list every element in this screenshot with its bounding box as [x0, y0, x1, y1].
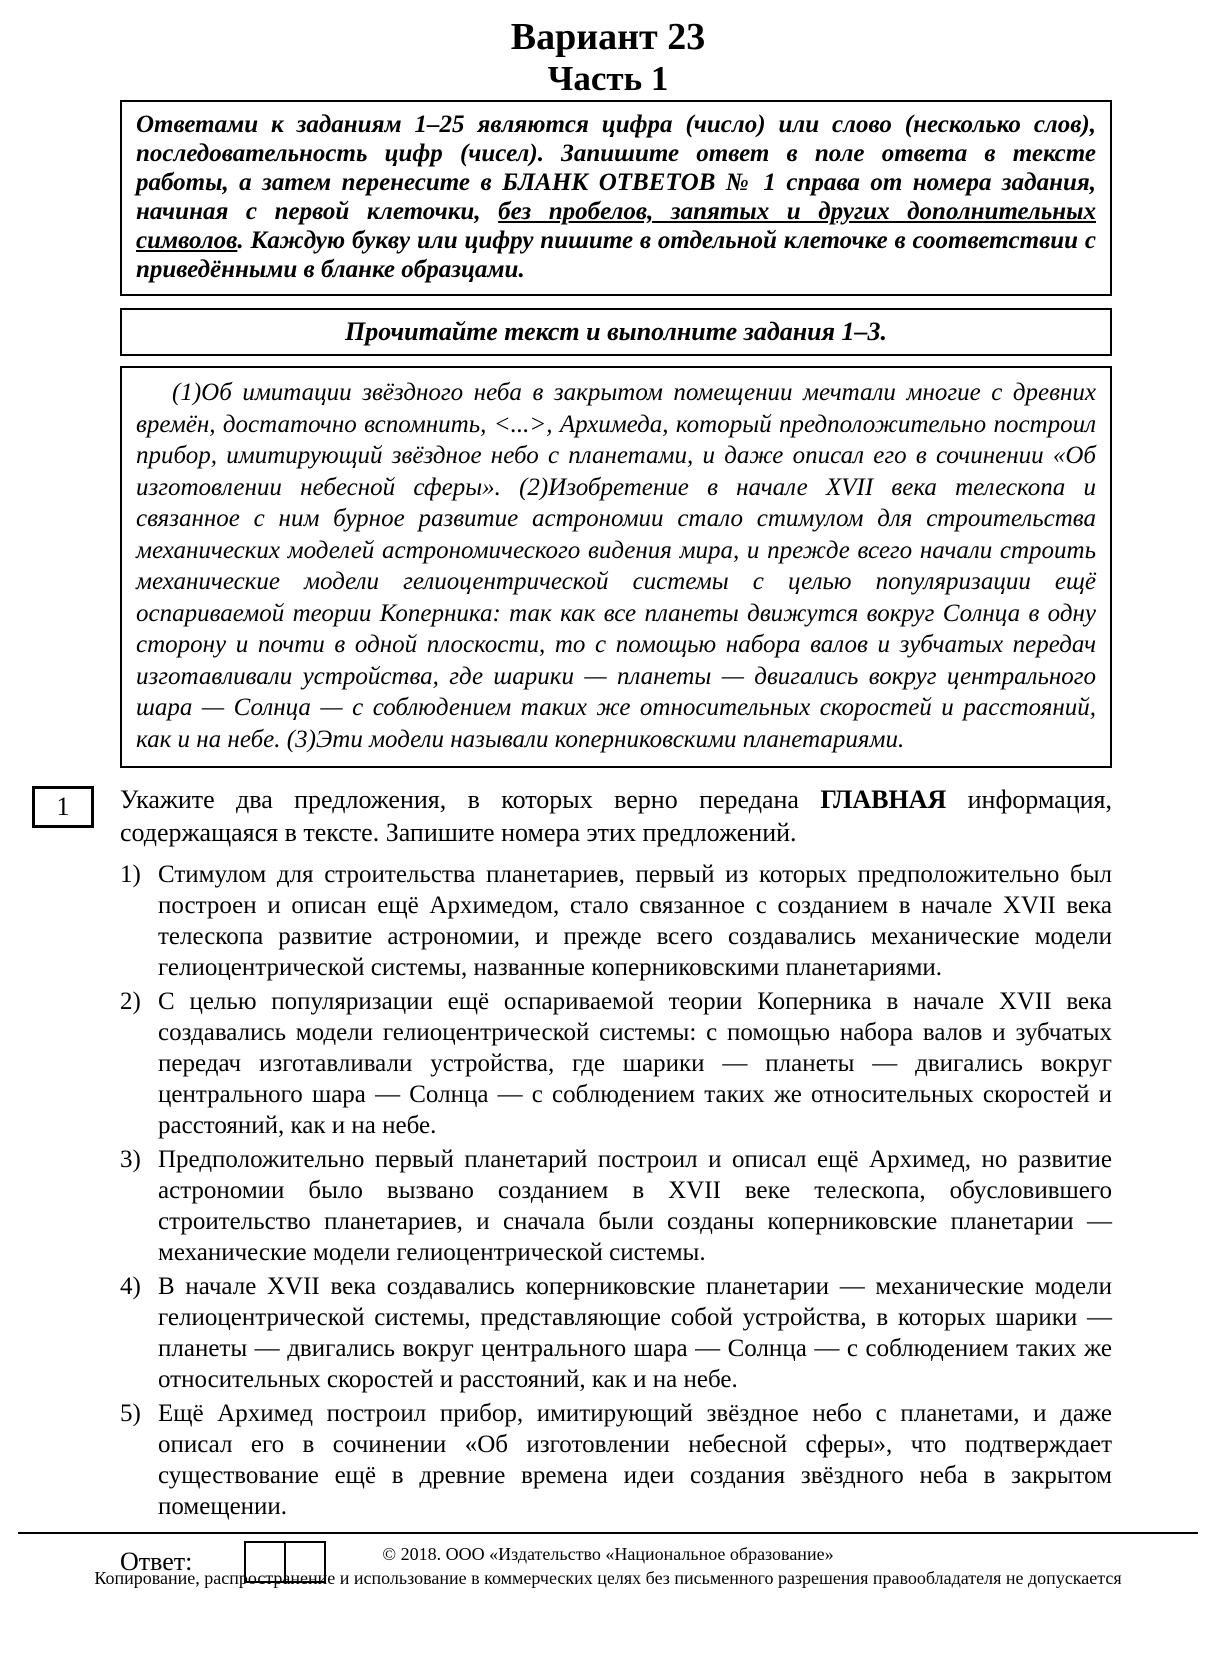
option-2-number: 2)	[120, 988, 141, 1015]
read-text-label: Прочитайте текст и выполните задания 1–3.	[344, 317, 888, 346]
instruction-box	[120, 100, 1112, 296]
option-3-number: 3)	[120, 1146, 141, 1173]
option-1-text: Стимулом для строительства планетариев, первый из которых предположительно был построен и описан ещё Архимедом, стало связанное с созданием в начале XVII века телескопа развитие астрономии, и прежде всего создавались механические модели гелиоцентрической системы, названные коперниковскими планетариями.	[158, 861, 1112, 981]
copyright-line: © 2018. ООО «Издательство «Национальное образование»	[382, 1544, 834, 1564]
instruction-underlined: без пробелов, запятых и других дополнительных символов	[136, 198, 1097, 254]
option-5-text: Ещё Архимед построил прибор, имитирующий звёздное небо с планетами, и даже описал его в сочинении «Об изготовлении небесной сферы», что подтверждает существование ещё в древние времена идеи создания звёздного неба в закрытом помещении.	[158, 1400, 1112, 1520]
question-text-pre: Укажите два предложения, в которых верно передана	[120, 785, 821, 814]
answer-label: Ответ:	[120, 1547, 193, 1576]
option-1	[120, 859, 1112, 983]
variant-title: Вариант 23	[510, 16, 706, 58]
option-4-text: В начале XVII века создавались коперниковские планетарии — механические модели гелиоцентрической системы, представляющие собой устройства, в которых шарики — планеты — двигались вокруг центрального шара — Солнца — с соблюдением таких же относительных скоростей и расстояний, как и на небе.	[158, 1273, 1112, 1393]
instruction-blank-name: БЛАНК ОТВЕТОВ № 1	[502, 169, 776, 196]
option-5-number: 5)	[120, 1400, 141, 1427]
option-4	[120, 1271, 1112, 1395]
instruction-text-mid: справа от номера задания, начиная с первой клеточки,	[136, 169, 1096, 225]
passage-box	[120, 366, 1112, 768]
main-content	[56, 100, 1112, 1586]
page-header	[0, 16, 1216, 98]
rights-notice-line: Копирование, распространение и использование в коммерческих целях без письменного разрешения правообладателя не допускается	[94, 1568, 1122, 1588]
option-3-text: Предположительно первый планетарий построил и описал ещё Архимед, но развитие астрономии было вызвано созданием в XVII веке телескопа, обусловившего строительство планетариев, и сначала были созданы коперниковские планетарии — механические модели гелиоцентрической системы.	[158, 1146, 1112, 1266]
question-text-post: информация, содержащаяся в тексте. Запишите номера этих предложений.	[120, 785, 1112, 847]
question-text	[120, 783, 1112, 849]
passage-text: (1)Об имитации звёздного неба в закрытом помещении мечтали многие с древних времён, достаточно вспомнить, <...>, Архимеда, который предположительно построил прибор, имитирующий звёздное небо с планетами, и даже описал его в сочинении «Об изготовлении небесной сферы». (2)Изобретение в начале XVII века телескопа и связанное с ним бурное развитие астрономии стало стимулом для строительства механических моделей астрономического видения мира, и прежде всего начали строить механические модели гелиоцентрической системы с целью популяризации ещё оспариваемой теории Коперника: так как все планеты движутся вокруг Солнца в одну сторону и почти в одной плоскости, то с помощью набора валов и зубчатых передач изготавливали устройства, где шарики — планеты — двигались вокруг центрального шара — Солнца — с соблюдением таких же относительных скоростей и расстояний, как и на небе. (3)Эти модели называли коперниковскими планетариями.	[136, 379, 1096, 753]
option-4-number: 4)	[120, 1273, 141, 1300]
options-list	[120, 859, 1112, 1522]
question-1	[56, 783, 1112, 1586]
question-number-box	[32, 786, 94, 828]
instruction-text-pre: Ответами к заданиям 1–25 являются цифра (число) или слово (несколько слов), последовательность цифр (чисел). Запишите ответ в поле ответа в тексте работы, а затем перенесите в	[136, 111, 1096, 196]
instruction-text-post: . Каждую букву или цифру пишите в отдельной клеточке в соответствии с приведёнными в бланке образцами.	[136, 227, 1096, 283]
read-text-banner	[120, 308, 1112, 356]
option-1-number: 1)	[120, 861, 141, 888]
question-text-emphasis: ГЛАВНАЯ	[820, 785, 947, 814]
option-2	[120, 986, 1112, 1141]
part-title: Часть 1	[547, 58, 669, 98]
option-5	[120, 1398, 1112, 1522]
option-2-text: С целью популяризации ещё оспариваемой теории Коперника в начале XVII века создавались модели гелиоцентрической системы: с помощью набора валов и зубчатых передач изготавливали устройства, где шарики — планеты — двигались вокруг центрального шара — Солнца — с соблюдением таких же относительных скоростей и расстояний, как и на небе.	[158, 988, 1112, 1139]
question-number: 1	[56, 792, 70, 821]
option-3	[120, 1144, 1112, 1268]
page-footer	[18, 1532, 1198, 1590]
